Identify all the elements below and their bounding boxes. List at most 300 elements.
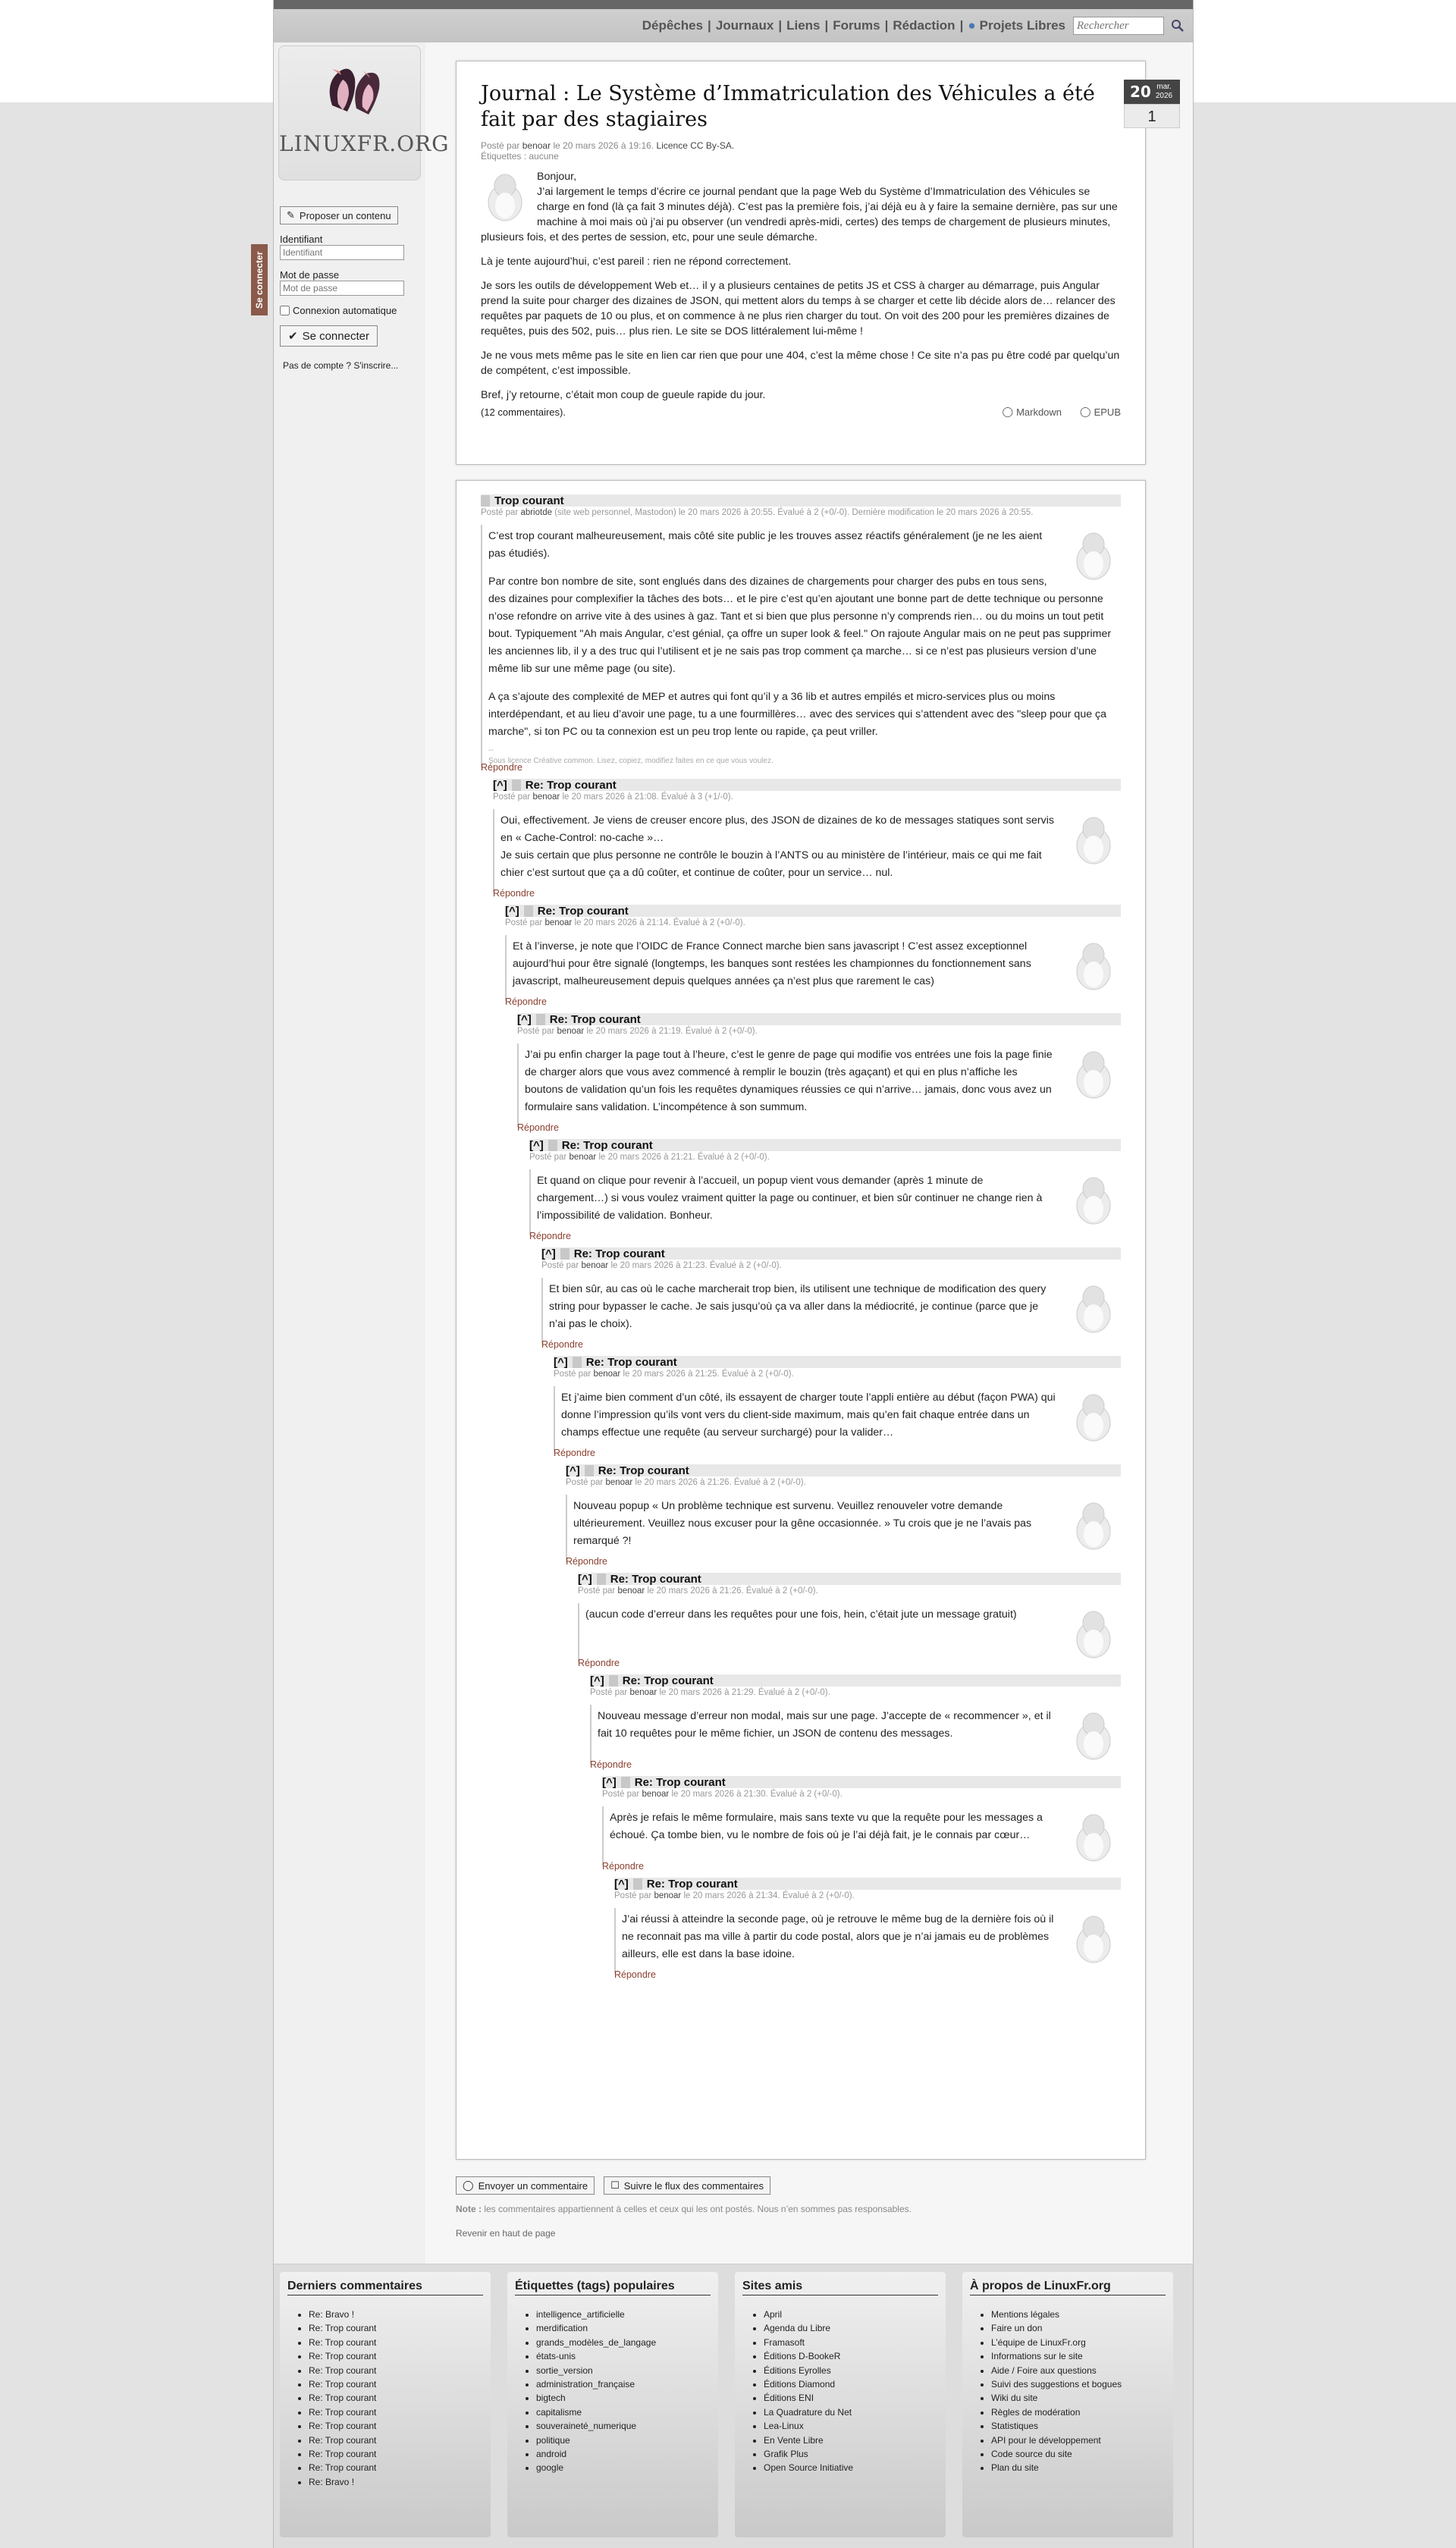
avatar bbox=[1069, 1389, 1118, 1442]
comment-paragraph: Et quand on clique pour revenir à l’accueil, un popup vient vous demander (après 1 minute de chargement…) si vous voulez vraiment quitter la page ou continuer, et bien sûr continuer ne change rien à l’impossibilité de validation. Bonheur. bbox=[537, 1175, 1043, 1222]
article-paragraph: Là je tente aujourd’hui, c’est pareil : rien ne répond correctement. bbox=[481, 256, 792, 268]
comment-paragraph: A ça s’ajoute des complexité de MEP et autres qui font qu’il y a 36 lib et autres empilés et micro-services plus ou moins interdépendant, et au lieu d’avoir une page, tu a une fourmillères… avec des services qui s’attendent avec des "sleep pour que ça marche", si ton PC ou ta connexion est un peu trop lente ou rapide, ça peut vriller. bbox=[488, 691, 1107, 738]
date-year: 2026 bbox=[1155, 92, 1173, 100]
avatar bbox=[1069, 1911, 1118, 1964]
download-icon: ◯ bbox=[1080, 406, 1091, 417]
reply-link[interactable] bbox=[590, 1759, 1121, 1770]
comment-date: le 20 mars 2026 à 21:08. Évalué à 3 (+1/-0). bbox=[562, 792, 733, 802]
reply-link[interactable] bbox=[541, 1339, 1121, 1350]
article-tags: Étiquettes : aucune bbox=[481, 151, 559, 162]
comment-title bbox=[481, 494, 1121, 507]
journal-article bbox=[456, 61, 1173, 465]
comment bbox=[529, 1139, 1121, 1241]
footer-link[interactable]: • états-unis bbox=[536, 2349, 711, 2363]
anchor-icon[interactable] bbox=[524, 905, 533, 917]
comment-body bbox=[481, 525, 1121, 767]
propose-content-button[interactable] bbox=[280, 206, 398, 224]
parent-link[interactable]: [^] bbox=[578, 1572, 592, 1586]
posted-by: Posté par bbox=[505, 918, 543, 927]
footer-link[interactable]: • Re: Trop courant bbox=[309, 2349, 483, 2363]
comment-title bbox=[590, 1674, 1121, 1687]
article-paragraph: Bref, j’y retourne, c’était mon coup de gueule rapide du jour. bbox=[481, 389, 766, 401]
comment-date: le 20 mars 2026 à 21:25. Évalué à 2 (+0/-0). bbox=[623, 1370, 794, 1379]
comment-body bbox=[493, 809, 1121, 893]
search-input[interactable] bbox=[1073, 17, 1164, 35]
comment-meta bbox=[529, 1153, 1121, 1162]
meta-date: le 20 mars 2026 à 19:16. bbox=[553, 140, 654, 151]
posted-by: Posté par bbox=[590, 1688, 628, 1697]
comments-note bbox=[456, 2204, 1146, 2214]
pencil-icon: ✎ bbox=[287, 209, 295, 221]
posted-by: Posté par bbox=[529, 1153, 567, 1162]
signup-link[interactable]: Pas de compte ? S'inscrire... bbox=[283, 360, 399, 371]
comment-date: (site web personnel, Mastodon) le 20 mars 2026 à 20:55. Évalué à 2 (+0/-0). Dernière modification le 20 mars 2026 à 20:55. bbox=[554, 508, 1034, 517]
comment-title-text: Re: Trop courant bbox=[585, 1355, 677, 1369]
reply-label[interactable]: Répondre bbox=[517, 1122, 559, 1133]
footer-link[interactable]: • Grafik Plus bbox=[764, 2447, 938, 2461]
comment-title-text: Re: Trop courant bbox=[598, 1464, 689, 1477]
posted-by: Posté par bbox=[554, 1370, 592, 1379]
markdown-label: Markdown bbox=[1016, 406, 1062, 418]
top-bar bbox=[274, 0, 1193, 42]
comment-paragraph: Et bien sûr, au cas où le cache marcherait trop bien, ils utilisent une technique de modification des query string pour bypasser le cache. Je sais jusqu’où ça va aller dans la médiocrité, je continue (parce que je n’ai pas le choix). bbox=[549, 1283, 1046, 1330]
footer-link[interactable]: • Éditions D-BookeR bbox=[764, 2349, 938, 2363]
posted-by: Posté par bbox=[566, 1478, 604, 1487]
comment-paragraph: Après je refais le même formulaire, mais sans texte vu que la requête pour les messages a échoué. Ça tombe bien, vu le nombre de fois où je l’ai déjà fait, je le connais par cœur… bbox=[610, 1812, 1043, 1841]
comment-title-text: Re: Trop courant bbox=[537, 904, 629, 918]
comment-title-text: Re: Trop courant bbox=[549, 1012, 641, 1026]
footer-list bbox=[536, 2308, 711, 2475]
anchor-icon[interactable] bbox=[621, 1777, 630, 1788]
note-label: Note : bbox=[456, 2204, 482, 2214]
page-title: Journal : Le Système d’Immatriculation des Véhicules a été fait par des stagiaires bbox=[481, 82, 1095, 131]
comment-body bbox=[541, 1278, 1121, 1344]
avatar bbox=[1069, 1809, 1118, 1862]
remember-checkbox[interactable] bbox=[280, 306, 290, 315]
reply-label[interactable]: Répondre bbox=[505, 996, 547, 1007]
comment bbox=[541, 1247, 1121, 1350]
reply-label[interactable]: Répondre bbox=[493, 888, 535, 899]
follow-feed-button[interactable] bbox=[604, 2176, 770, 2195]
avatar bbox=[1069, 1281, 1118, 1334]
parent-link[interactable]: [^] bbox=[517, 1012, 532, 1026]
footer-link[interactable]: • bigtech bbox=[536, 2391, 711, 2405]
comment-title bbox=[505, 905, 1121, 917]
comment-date: le 20 mars 2026 à 21:29. Évalué à 2 (+0/-0). bbox=[659, 1688, 830, 1697]
footer-link[interactable]: • Éditions ENI bbox=[764, 2391, 938, 2405]
comment-meta bbox=[554, 1370, 1121, 1379]
comment-title bbox=[614, 1878, 1121, 1890]
footer-col-about bbox=[962, 2272, 1173, 2537]
footer-link[interactable]: • capitalisme bbox=[536, 2405, 711, 2419]
footer-link[interactable]: • administration_française bbox=[536, 2377, 711, 2391]
footer-link[interactable]: • Éditions Eyrolles bbox=[764, 2364, 938, 2377]
avatar bbox=[481, 169, 529, 222]
comment-title-text: Re: Trop courant bbox=[622, 1674, 714, 1687]
comment-date: le 20 mars 2026 à 21:30. Évalué à 2 (+0/-0). bbox=[671, 1790, 843, 1799]
password-label: Mot de passe bbox=[280, 269, 340, 281]
comment-title bbox=[566, 1464, 1121, 1476]
comment-author-link[interactable]: benoar bbox=[544, 918, 573, 927]
footer-link[interactable]: • Plan du site bbox=[991, 2461, 1166, 2474]
penguins-logo-icon bbox=[309, 52, 393, 128]
nav-redaction[interactable]: Rédaction bbox=[893, 18, 956, 33]
comment-date: le 20 mars 2026 à 21:21. Évalué à 2 (+0/-0). bbox=[598, 1153, 770, 1162]
signature-text: Sous licence Créative common. Lisez, copiez, modifiez faites en ce que vous voulez. bbox=[488, 757, 774, 765]
login-tab[interactable]: Se connecter bbox=[251, 244, 268, 315]
comment-icon: ◯ bbox=[463, 2179, 474, 2191]
page-container bbox=[254, 0, 1194, 2548]
footer-link[interactable]: • Lea-Linux bbox=[764, 2419, 938, 2433]
avatar bbox=[1069, 1046, 1118, 1100]
footer-link[interactable]: • Re: Trop courant bbox=[309, 2419, 483, 2433]
footer-col-tags bbox=[507, 2272, 718, 2537]
reply-label[interactable]: Répondre bbox=[590, 1759, 632, 1770]
main-content bbox=[456, 61, 1173, 2239]
reply-label[interactable]: Répondre bbox=[614, 1969, 656, 1980]
footer-link[interactable]: • L’équipe de LinuxFr.org bbox=[991, 2336, 1166, 2349]
login-button-label: Se connecter bbox=[302, 329, 369, 343]
comment-author-link[interactable]: abriotde bbox=[520, 508, 552, 517]
send-comment-button[interactable] bbox=[456, 2176, 595, 2195]
footer-list bbox=[764, 2308, 938, 2475]
comment-paragraph: (aucun code d’erreur dans les requêtes pour une fois, hein, c’était jute un message gratuit) bbox=[585, 1608, 1017, 1621]
footer-link[interactable]: • Re: Trop courant bbox=[309, 2336, 483, 2349]
footer-heading: Derniers commentaires bbox=[287, 2280, 483, 2295]
reply-label[interactable]: Répondre bbox=[529, 1231, 571, 1241]
anchor-icon[interactable] bbox=[512, 780, 521, 791]
comment-body bbox=[602, 1806, 1121, 1866]
reply-label[interactable]: Répondre bbox=[554, 1448, 595, 1458]
parent-link[interactable]: [^] bbox=[529, 1138, 544, 1152]
comment-title bbox=[554, 1356, 1121, 1368]
comment-title-text: Re: Trop courant bbox=[561, 1138, 653, 1152]
nav-liens[interactable]: Liens bbox=[786, 18, 821, 33]
comment-meta bbox=[566, 1478, 1121, 1487]
comment-body bbox=[517, 1043, 1121, 1127]
comment-body bbox=[566, 1495, 1121, 1561]
footer-heading: À propos de LinuxFr.org bbox=[970, 2280, 1166, 2295]
search-icon[interactable] bbox=[1169, 17, 1187, 35]
note-text: les commentaires appartiennent à celles et ceux qui les ont postés. Nous n’en sommes pas responsables. bbox=[484, 2204, 912, 2214]
login-button[interactable] bbox=[280, 325, 378, 347]
footer-list bbox=[309, 2308, 483, 2489]
avatar bbox=[1069, 528, 1118, 581]
identifier-field[interactable] bbox=[280, 245, 404, 260]
comment-paragraph: J’ai pu enfin charger la page tout à l’heure, c’est le genre de page qui modifie vos entrées une fois la page finie de charger alors que vous avez commencé à remplir le bouzin (très agaçant) et qui en plus n’affiche les boutons de validation qu’un fois les requêtes dynamiques réussies ce qui n’arrive… jamais, donc vous avez un formulaire sans validation. L’incompétence à son summum. bbox=[525, 1049, 1053, 1113]
comment-paragraph: Oui, effectivement. Je viens de creuser encore plus, des JSON de dizaines de ko de messages statiques sont servis en « Cache-Control: no-cache »… Je suis certain que plus personne ne contrôle le bouzin à l’ANTS ou au ministère de l’intérieur, mais ce qui me fait chier c’est surtout que ça a dû coûter, et continue de coûter, pour un service… nul. bbox=[500, 814, 1054, 879]
comment-count-badge[interactable]: 1 bbox=[1124, 104, 1180, 128]
comment-title bbox=[493, 779, 1121, 791]
date-month: mar. bbox=[1156, 83, 1172, 91]
reply-link[interactable] bbox=[517, 1122, 1121, 1133]
site-logo[interactable] bbox=[278, 46, 450, 180]
reply-link[interactable] bbox=[614, 1969, 1121, 1980]
article-paragraph: Bonjour, bbox=[537, 171, 577, 183]
avatar bbox=[1069, 1708, 1118, 1761]
comment bbox=[517, 1013, 1121, 1133]
footer-link[interactable]: • Re: Trop courant bbox=[309, 2321, 483, 2335]
article-paragraph: Je sors les outils de développement Web et… il y a plusieurs centaines de petits JS et CSS à charger au démarrage, puis Angular prend la suite pour charger des dizaines de JSON, qui mettent alors du temps à se charger et cette lib décide alors de… relancer des requêtes par paquets de 10 ou plus, et on commence à ne plus rien charger du tout. On voit des 200 pour les premières dizaines de requêtes, puis des 502, puis… plus rien. Le site se DOS littéralement lui-même ! bbox=[481, 280, 1116, 337]
comment-meta bbox=[541, 1261, 1121, 1270]
comment-author-link[interactable]: benoar bbox=[629, 1688, 657, 1697]
rss-icon: ☐ bbox=[610, 2179, 620, 2191]
footer-link[interactable]: • Open Source Initiative bbox=[764, 2461, 938, 2474]
comment-body bbox=[529, 1169, 1121, 1235]
comment-meta bbox=[578, 1586, 1121, 1596]
footer-link[interactable]: • Re: Trop courant bbox=[309, 2377, 483, 2391]
comment-paragraph: Et à l’inverse, je note que l’OIDC de France Connect marche bien sans javascript ! C’est assez exceptionnel aujourd’hui pour être signalé (longtemps, les banques sont restées les championnes du fonctionnement sans javascript, malheureusement depuis quelques années ça n’est plus que rarement le cas) bbox=[513, 940, 1031, 987]
remember-label: Connexion automatique bbox=[293, 305, 397, 316]
comment-date: le 20 mars 2026 à 21:34. Évalué à 2 (+0/-0). bbox=[683, 1891, 855, 1900]
footer-link[interactable]: • Re: Trop courant bbox=[309, 2447, 483, 2461]
comment-title-text: Re: Trop courant bbox=[610, 1572, 701, 1586]
anchor-icon[interactable] bbox=[548, 1140, 557, 1151]
reply-label[interactable]: Répondre bbox=[481, 762, 522, 773]
reply-label[interactable]: Répondre bbox=[541, 1339, 583, 1350]
footer-link[interactable]: • Aide / Foire aux questions bbox=[991, 2364, 1166, 2377]
footer-link[interactable]: • google bbox=[536, 2461, 711, 2474]
parent-link[interactable]: [^] bbox=[566, 1464, 580, 1477]
comment-meta bbox=[505, 918, 1121, 927]
article-paragraph: J’ai largement le temps d’écrire ce journal pendant que la page Web du Système d’Immatriculation des Véhicules se charge en fond (là ça fait 3 minutes déjà). C’est pas la première fois, j’ai déjà eu à y faire la semaine dernière, pas sur une machine à moi mais où j’ai pu observer (un vendredi après-midi, certes) des temps de chargement de plusieurs minutes, plusieurs fois, et des pertes de session, etc, pour une seule démarche. bbox=[481, 186, 1118, 243]
posted-by: Posté par bbox=[481, 508, 519, 517]
avatar bbox=[1069, 1498, 1118, 1551]
remember-row bbox=[280, 305, 416, 316]
anchor-icon[interactable] bbox=[573, 1357, 582, 1368]
posted-by: Posté par bbox=[614, 1891, 652, 1900]
reply-link[interactable] bbox=[602, 1861, 1121, 1872]
comment-date: le 20 mars 2026 à 21:14. Évalué à 2 (+0/-0). bbox=[574, 918, 745, 927]
comment-meta bbox=[590, 1688, 1121, 1697]
date-badge bbox=[1124, 80, 1180, 128]
reply-link[interactable] bbox=[554, 1448, 1121, 1458]
footer-col-sites bbox=[735, 2272, 946, 2537]
parent-link[interactable]: [^] bbox=[493, 778, 507, 792]
comment-title bbox=[602, 1776, 1121, 1788]
footer-link[interactable]: • Faire un don bbox=[991, 2321, 1166, 2335]
anchor-icon[interactable] bbox=[633, 1878, 642, 1890]
comment-date: le 20 mars 2026 à 21:26. Évalué à 2 (+0/-0). bbox=[635, 1478, 806, 1487]
comment-body bbox=[614, 1908, 1121, 1974]
comments-count[interactable]: (12 commentaires). bbox=[481, 406, 566, 418]
reply-link[interactable] bbox=[493, 888, 1121, 899]
footer-link[interactable]: • politique bbox=[536, 2433, 711, 2447]
footer-link[interactable]: • merdification bbox=[536, 2321, 711, 2335]
comment-author-link[interactable]: benoar bbox=[581, 1261, 609, 1270]
footer-col-comments bbox=[280, 2272, 491, 2537]
comment-title bbox=[517, 1013, 1121, 1025]
password-field[interactable] bbox=[280, 281, 404, 296]
article-body bbox=[481, 169, 1121, 403]
footer-link[interactable]: • Re: Trop courant bbox=[309, 2461, 483, 2474]
anchor-icon[interactable] bbox=[609, 1675, 618, 1687]
avatar bbox=[1069, 812, 1118, 865]
footer-heading: Sites amis bbox=[742, 2280, 938, 2295]
comment bbox=[578, 1573, 1121, 1668]
comment-meta bbox=[602, 1790, 1121, 1799]
parent-link[interactable]: [^] bbox=[614, 1877, 629, 1891]
comment bbox=[493, 779, 1121, 899]
footer-link[interactable]: • grands_modèles_de_langage bbox=[536, 2336, 711, 2349]
footer-link[interactable]: • Framasoft bbox=[764, 2336, 938, 2349]
reply-label[interactable]: Répondre bbox=[578, 1658, 620, 1668]
anchor-icon[interactable] bbox=[585, 1465, 594, 1476]
footer-link[interactable]: • En Vente Libre bbox=[764, 2433, 938, 2447]
footer-link[interactable]: • intelligence_artificielle bbox=[536, 2308, 711, 2321]
footer-link[interactable]: • Wiki du site bbox=[991, 2391, 1166, 2405]
parent-link[interactable]: [^] bbox=[602, 1775, 617, 1789]
comment-author-link[interactable]: benoar bbox=[605, 1478, 633, 1487]
author-link[interactable]: benoar bbox=[522, 140, 551, 151]
reply-link[interactable] bbox=[505, 996, 1121, 1007]
comment bbox=[481, 494, 1121, 773]
comment-body bbox=[554, 1386, 1121, 1452]
footer-link[interactable]: • Statistiques bbox=[991, 2419, 1166, 2433]
epub-label: EPUB bbox=[1094, 406, 1121, 418]
footer-link[interactable]: • Re: Trop courant bbox=[309, 2364, 483, 2377]
back-to-top-link[interactable]: Revenir en haut de page bbox=[456, 2228, 556, 2239]
reply-link[interactable] bbox=[566, 1556, 1121, 1567]
avatar bbox=[1069, 938, 1118, 991]
avatar bbox=[1069, 1606, 1118, 1659]
comment-signature: -- Sous licence Créative common. Lisez, copiez, modifiez faites en ce que vous voulez. bbox=[488, 746, 774, 765]
comment-date: le 20 mars 2026 à 21:19. Évalué à 2 (+0/-0). bbox=[586, 1027, 758, 1036]
comment bbox=[602, 1776, 1121, 1872]
logo-text: LINUXFR.ORG bbox=[279, 131, 450, 156]
comment-author-link[interactable]: benoar bbox=[642, 1790, 670, 1799]
comment bbox=[614, 1878, 1121, 1980]
comment-actions bbox=[456, 2176, 1146, 2195]
footer-link[interactable]: • Code source du site bbox=[991, 2447, 1166, 2461]
avatar bbox=[1069, 1172, 1118, 1225]
parent-link[interactable]: [^] bbox=[590, 1674, 604, 1687]
reply-link[interactable] bbox=[529, 1231, 1121, 1241]
parent-link[interactable]: [^] bbox=[554, 1355, 568, 1369]
comment-meta bbox=[493, 792, 1121, 802]
comment-title-text: Re: Trop courant bbox=[646, 1877, 738, 1891]
license-link[interactable]: Licence CC By-SA. bbox=[656, 140, 735, 151]
footer-link[interactable]: • android bbox=[536, 2447, 711, 2461]
comment-author-link[interactable]: benoar bbox=[617, 1586, 645, 1596]
posted-by: Posté par bbox=[602, 1790, 640, 1799]
footer-link[interactable]: • Re: Trop courant bbox=[309, 2391, 483, 2405]
footer-link[interactable]: • Informations sur le site bbox=[991, 2349, 1166, 2363]
nav-journaux[interactable]: Journaux bbox=[715, 18, 774, 33]
footer-link[interactable]: • La Quadrature du Net bbox=[764, 2405, 938, 2419]
comment-author-link[interactable]: benoar bbox=[593, 1370, 621, 1379]
comment-author-link[interactable]: benoar bbox=[569, 1153, 597, 1162]
anchor-icon[interactable] bbox=[481, 495, 490, 507]
comment-body bbox=[505, 935, 1121, 1001]
footer-heading: Étiquettes (tags) populaires bbox=[515, 2280, 711, 2295]
reply-link[interactable] bbox=[578, 1658, 1121, 1668]
comment-date: le 20 mars 2026 à 21:23. Évalué à 2 (+0/-0). bbox=[610, 1261, 782, 1270]
comment-date: le 20 mars 2026 à 21:26. Évalué à 2 (+0/-0). bbox=[647, 1586, 818, 1596]
comment bbox=[590, 1674, 1121, 1770]
comment-paragraph: Nouveau popup « Un problème technique est survenu. Veuillez renouveler votre demande ultérieurement. Veuillez nous excuser pour la gêne occasionnée. » Tu crois que je ne l’avais pas remarqué ?! bbox=[573, 1500, 1032, 1547]
footer-link[interactable]: • Suivi des suggestions et bogues bbox=[991, 2377, 1166, 2391]
article-footer bbox=[481, 406, 1121, 418]
comment-author-link[interactable]: benoar bbox=[557, 1027, 585, 1036]
reply-label[interactable]: Répondre bbox=[602, 1861, 644, 1872]
comment-title bbox=[541, 1247, 1121, 1260]
parent-link[interactable]: [^] bbox=[505, 904, 519, 918]
comment-title-text: Re: Trop courant bbox=[634, 1775, 726, 1789]
nav-forums[interactable]: Forums bbox=[833, 18, 880, 33]
download-icon: ◯ bbox=[1002, 406, 1014, 417]
site-footer bbox=[274, 2264, 1193, 2548]
markdown-export[interactable] bbox=[1003, 406, 1062, 418]
check-icon: ✔ bbox=[288, 330, 298, 343]
footer-link[interactable]: • Agenda du Libre bbox=[764, 2321, 938, 2335]
footer-link[interactable]: • Re: Bravo ! bbox=[309, 2308, 483, 2321]
footer-link[interactable]: • souveraineté_numerique bbox=[536, 2419, 711, 2433]
footer-link[interactable]: • Re: Trop courant bbox=[309, 2405, 483, 2419]
comment-title bbox=[578, 1573, 1121, 1585]
comment-paragraph: Nouveau message d’erreur non modal, mais sur une page. J’accepte de « recommencer », et il fait 10 requêtes pour le même fichier, un JSON de contenu des messages. bbox=[598, 1710, 1051, 1740]
comment-author-link[interactable]: benoar bbox=[532, 792, 560, 802]
comment-author-link[interactable]: benoar bbox=[654, 1891, 682, 1900]
comment bbox=[566, 1464, 1121, 1567]
anchor-icon[interactable] bbox=[560, 1248, 570, 1260]
comment-thread bbox=[481, 494, 1121, 1980]
left-sidebar bbox=[254, 42, 450, 2545]
comment-meta bbox=[614, 1891, 1121, 1900]
epub-export[interactable] bbox=[1080, 406, 1121, 418]
footer-link[interactable]: • API pour le développement bbox=[991, 2433, 1166, 2447]
nav-depeches[interactable]: Dépêches bbox=[642, 18, 704, 33]
comment-title-text: Re: Trop courant bbox=[525, 778, 617, 792]
meta-prefix: Posté par bbox=[481, 140, 520, 151]
comment-title-text: Re: Trop courant bbox=[573, 1247, 665, 1260]
follow-feed-label: Suivre le flux des commentaires bbox=[623, 2179, 764, 2192]
parent-link[interactable]: [^] bbox=[541, 1247, 556, 1260]
posted-by: Posté par bbox=[493, 792, 531, 802]
footer-link[interactable]: • Re: Bravo ! bbox=[309, 2475, 483, 2489]
footer-list bbox=[991, 2308, 1166, 2475]
footer-link[interactable]: • Mentions légales bbox=[991, 2308, 1166, 2321]
footer-link[interactable]: • Re: Trop courant bbox=[309, 2433, 483, 2447]
comment-body bbox=[578, 1603, 1121, 1662]
posted-by: Posté par bbox=[517, 1027, 555, 1036]
anchor-icon[interactable] bbox=[536, 1014, 545, 1025]
anchor-icon[interactable] bbox=[597, 1574, 606, 1585]
nav-projets-libres[interactable]: Projets Libres bbox=[979, 18, 1065, 33]
comment-paragraph: J’ai réussi à atteindre la seconde page, où je retrouve le même bug de la dernière fois où il ne reconnait pas ma ville à partir du code postal, alors que je n’ai jamais eu de problèmes ailleurs, elle est dans la base idoine. bbox=[622, 1913, 1054, 1960]
comment-body bbox=[590, 1705, 1121, 1764]
footer-link[interactable]: • sortie_version bbox=[536, 2364, 711, 2377]
date-day: 20 bbox=[1130, 83, 1151, 101]
comment-paragraph: C’est trop courant malheureusement, mais côté site public je les trouves assez réactifs généralement (je ne les aient pas étudiés). bbox=[488, 530, 1043, 560]
comment-paragraph: Et j’aime bien comment d’un côté, ils essayent de charger toute l’appli entière au début (façon PWA) qui donne l’impression qu’ils vont vers du client-side maximum, mais qu’en fait chaque entrée dans un champs effectue une requête (au serveur surchargé) pour la valider… bbox=[561, 1392, 1056, 1439]
reply-label[interactable]: Répondre bbox=[566, 1556, 607, 1567]
login-form bbox=[280, 206, 416, 371]
article-paragraph: Je ne vous mets même pas le site en lien car rien que pour une 404, c’est la même chose ! Ce site n’a pas pu être codé par quelqu’un de compétent, c’est impossible. bbox=[481, 350, 1120, 377]
send-comment-label: Envoyer un commentaire bbox=[478, 2179, 588, 2192]
footer-link[interactable]: • Éditions Diamond bbox=[764, 2377, 938, 2391]
comment-title-text: Trop courant bbox=[494, 494, 564, 507]
propose-label: Proposer un contenu bbox=[299, 209, 391, 221]
posted-by: Posté par bbox=[578, 1586, 616, 1596]
footer-link[interactable]: • April bbox=[764, 2308, 938, 2321]
identifier-label: Identifiant bbox=[280, 234, 323, 245]
comment bbox=[505, 905, 1121, 1007]
comments-section bbox=[456, 480, 1146, 2160]
comment-meta bbox=[481, 508, 1121, 517]
main-nav: Dépêches | Journaux | Liens | Forums | Rédaction | ● Projets Libres Rechercher bbox=[642, 17, 1187, 35]
footer-link[interactable]: • Règles de modération bbox=[991, 2405, 1166, 2419]
